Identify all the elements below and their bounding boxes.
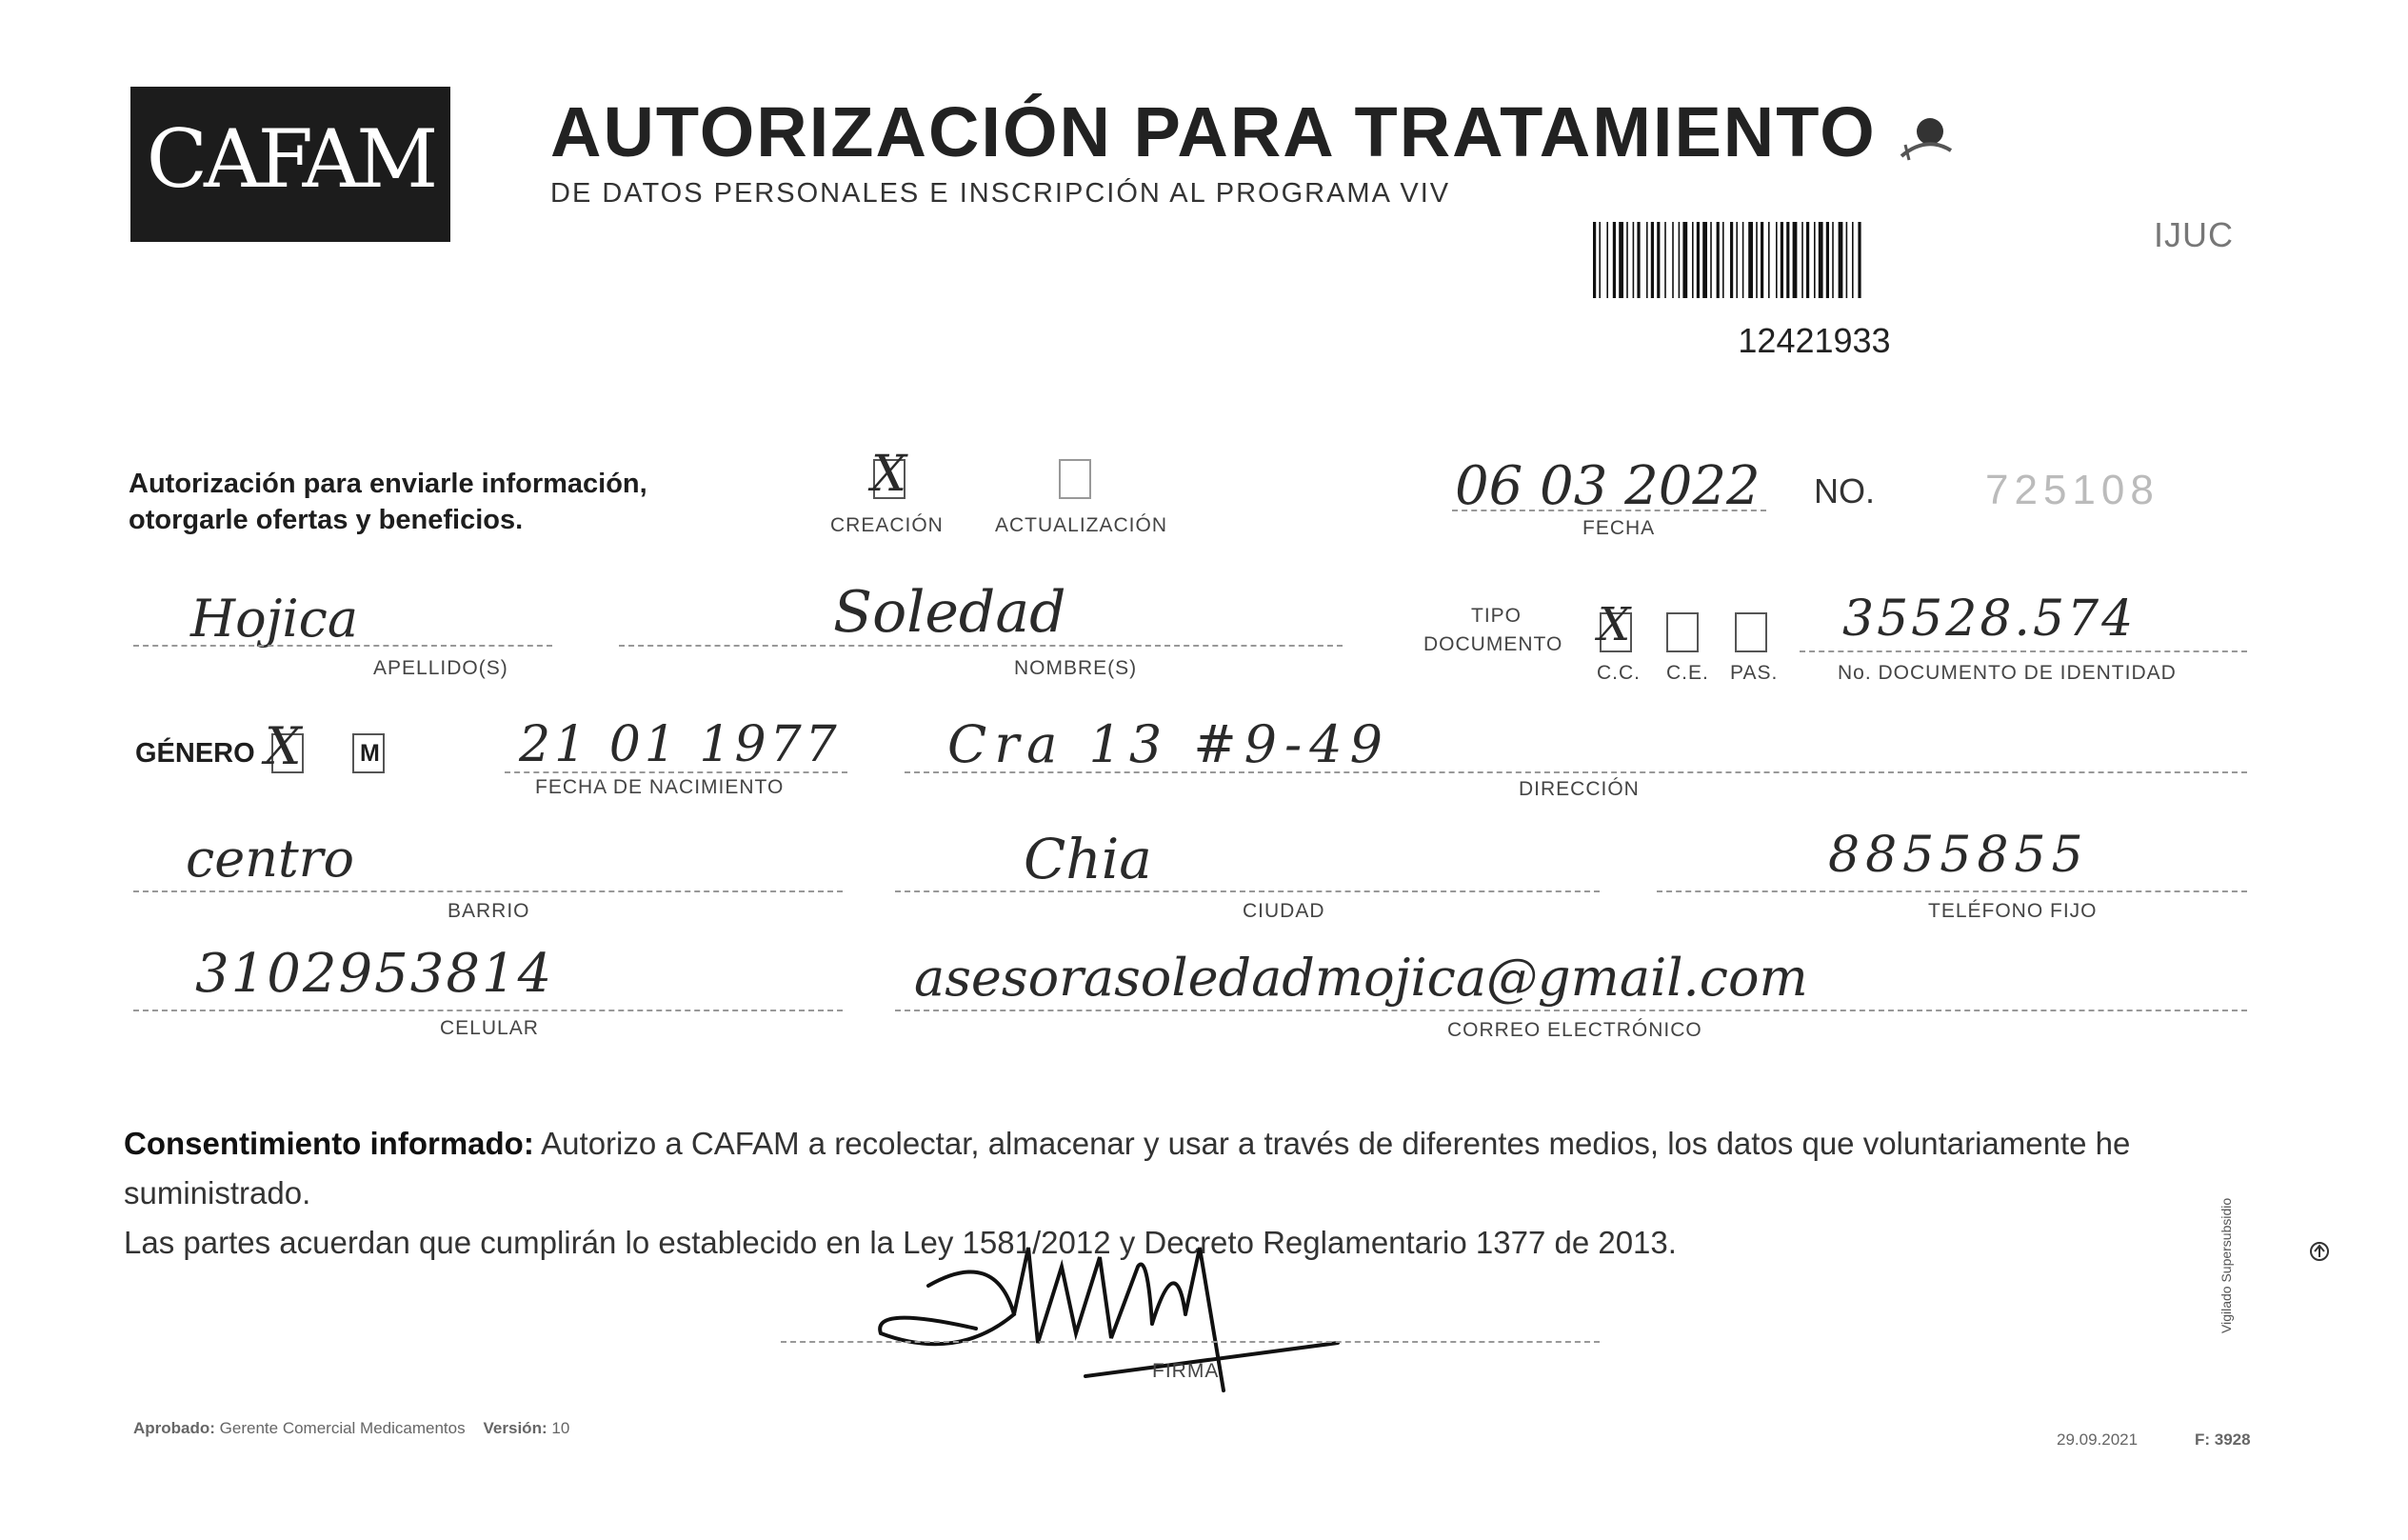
city-line (895, 890, 1600, 892)
surname-label: APELLIDO(S) (373, 657, 508, 679)
neighborhood-label: BARRIO (448, 900, 530, 922)
doc-type-pas-label: PAS. (1730, 662, 1779, 684)
side-code: IJUC (2154, 215, 2234, 254)
barcode-bar (1768, 222, 1770, 298)
barcode-number: 12421933 (1738, 321, 1891, 360)
barcode-bar (1722, 222, 1724, 298)
doc-type-mark: X (1598, 598, 1631, 651)
barcode-bar (1637, 222, 1640, 298)
seal-icon (1898, 107, 1955, 164)
creation-label: CREACIÓN (830, 514, 944, 536)
barcode-bar (1692, 222, 1694, 298)
birth-date-label: FECHA DE NACIMIENTO (535, 776, 785, 798)
footer-approved (133, 1419, 569, 1438)
barcode-bar (1633, 222, 1635, 298)
barcode-bar (1786, 222, 1789, 298)
barcode-bar (1710, 222, 1712, 298)
doc-type-label-2: DOCUMENTO (1423, 633, 1563, 655)
date-line (1452, 510, 1766, 511)
number-label: NO. (1814, 471, 1876, 510)
barcode-bar (1756, 222, 1758, 298)
mobile-label: CELULAR (440, 1017, 539, 1039)
phone-label: TELÉFONO FIJO (1928, 900, 2098, 922)
supersubsidio-icon (2309, 1241, 2330, 1262)
barcode-bar (1599, 222, 1601, 298)
logo-text: CAFAM (146, 112, 435, 206)
barcode-bar (1672, 222, 1674, 298)
barcode-bar (1664, 222, 1666, 298)
birth-date-line (505, 771, 847, 773)
footer-date: 29.09.2021 (2057, 1430, 2139, 1449)
consent-text-2: Las partes acuerdan que cumplirán lo establecido en la Ley 1581/2012 y Decreto Reglamentario 1377 de 2013. (124, 1225, 1677, 1260)
approved-label: Aprobado: (133, 1419, 215, 1437)
city-label: CIUDAD (1243, 900, 1325, 922)
date-value: 06 03 2022 (1455, 455, 1761, 517)
barcode-bar (1736, 222, 1738, 298)
barcode-bar (1801, 222, 1803, 298)
doc-number-label: No. DOCUMENTO DE IDENTIDAD (1838, 662, 2177, 684)
barcode-bar (1748, 222, 1753, 298)
barcode-bar (1626, 222, 1628, 298)
barcode-bar (1593, 222, 1596, 298)
neighborhood-value: centro (186, 829, 355, 889)
doc-type-ce-label: C.E. (1666, 662, 1709, 684)
name-line (619, 645, 1343, 647)
gender-f-mark: X (265, 716, 302, 776)
mobile-value: 3102953814 (195, 943, 554, 1005)
form-subtitle: DE DATOS PERSONALES E INSCRIPCIÓN AL PROGRAMA VIV (550, 178, 1451, 209)
approved-value: Gerente Comercial Medicamentos (219, 1419, 466, 1437)
city-value: Chia (1024, 827, 1152, 891)
barcode-bar (1781, 222, 1783, 298)
barcode-bar (1613, 222, 1616, 298)
address-line (905, 771, 2247, 773)
intro-line-1: Autorización para enviarle información, (129, 469, 647, 499)
birth-date-value: 21 01 1977 (519, 716, 841, 773)
version-label: Versión: (483, 1419, 547, 1437)
barcode-bar (1852, 222, 1854, 298)
barcode-bar (1742, 222, 1744, 298)
barcode-bar (1682, 222, 1687, 298)
barcode-bar (1606, 222, 1608, 298)
phone-value: 8855855 (1828, 827, 2089, 884)
gender-label: GÉNERO (135, 738, 255, 769)
barcode-bar (1832, 222, 1834, 298)
footer-form-code: F: 3928 (2195, 1430, 2251, 1449)
signature-drawing (862, 1210, 1395, 1400)
barcode-bar (1793, 222, 1798, 298)
barcode-bar (1846, 222, 1848, 298)
phone-line (1657, 890, 2247, 892)
barcode-bar (1819, 222, 1823, 298)
vertical-supervision-text: Vigilado Supersubsidio (2219, 1197, 2234, 1333)
update-label: ACTUALIZACIÓN (995, 514, 1168, 536)
email-label: CORREO ELECTRÓNICO (1447, 1019, 1702, 1041)
barcode-bar (1651, 222, 1654, 298)
intro-line-2: otorgarle ofertas y beneficios. (129, 505, 524, 535)
doc-number-line (1800, 650, 2247, 652)
gender-m-label: M (360, 740, 380, 767)
barcode-bar (1646, 222, 1648, 298)
doc-type-label-1: TIPO (1471, 605, 1522, 627)
update-checkbox[interactable] (1059, 459, 1091, 499)
doc-type-cc-label: C.C. (1597, 662, 1641, 684)
barcode-bar (1806, 222, 1809, 298)
barcode-bar (1839, 222, 1843, 298)
barcode-bar (1858, 222, 1861, 298)
barcode-bar (1619, 222, 1623, 298)
form-title: AUTORIZACIÓN PARA TRATAMIENTO (550, 92, 1877, 171)
mobile-line (133, 1010, 843, 1011)
doc-type-ce-checkbox[interactable] (1666, 612, 1699, 652)
barcode-bar (1776, 222, 1778, 298)
barcode-bar (1657, 222, 1660, 298)
signature-line (781, 1341, 1600, 1343)
barcode-bar (1761, 222, 1763, 298)
name-value: Soledad (833, 579, 1066, 646)
date-label: FECHA (1582, 517, 1656, 539)
barcode-bar (1730, 222, 1733, 298)
surname-value: Hojica (190, 589, 359, 649)
version-value: 10 (551, 1419, 570, 1437)
signature-label: FIRMA (1152, 1360, 1220, 1382)
address-value: Cra 13 #9-49 (947, 714, 1390, 774)
number-value: 725108 (1985, 467, 2159, 513)
barcode-bar (1717, 222, 1720, 298)
doc-type-pas-checkbox[interactable] (1735, 612, 1767, 652)
consent-heading: Consentimiento informado: (124, 1126, 534, 1161)
barcode (1593, 222, 1979, 298)
barcode-bar (1679, 222, 1681, 298)
creation-mark: X (871, 446, 907, 503)
barcode-bar (1826, 222, 1829, 298)
email-line (895, 1010, 2247, 1011)
surname-line (133, 645, 552, 647)
consent-text-1: Autorizo a CAFAM a recolectar, almacenar y usar a través de diferentes medios, los datos que voluntariamente he suministrado. (124, 1126, 2131, 1210)
doc-number-value: 35528.574 (1842, 590, 2137, 648)
neighborhood-line (133, 890, 843, 892)
address-label: DIRECCIÓN (1519, 778, 1640, 800)
email-value: asesorasoledadmojica@gmail.com (914, 948, 1808, 1008)
name-label: NOMBRE(S) (1014, 657, 1138, 679)
barcode-bar (1697, 222, 1700, 298)
barcode-bar (1814, 222, 1816, 298)
barcode-bar (1702, 222, 1707, 298)
